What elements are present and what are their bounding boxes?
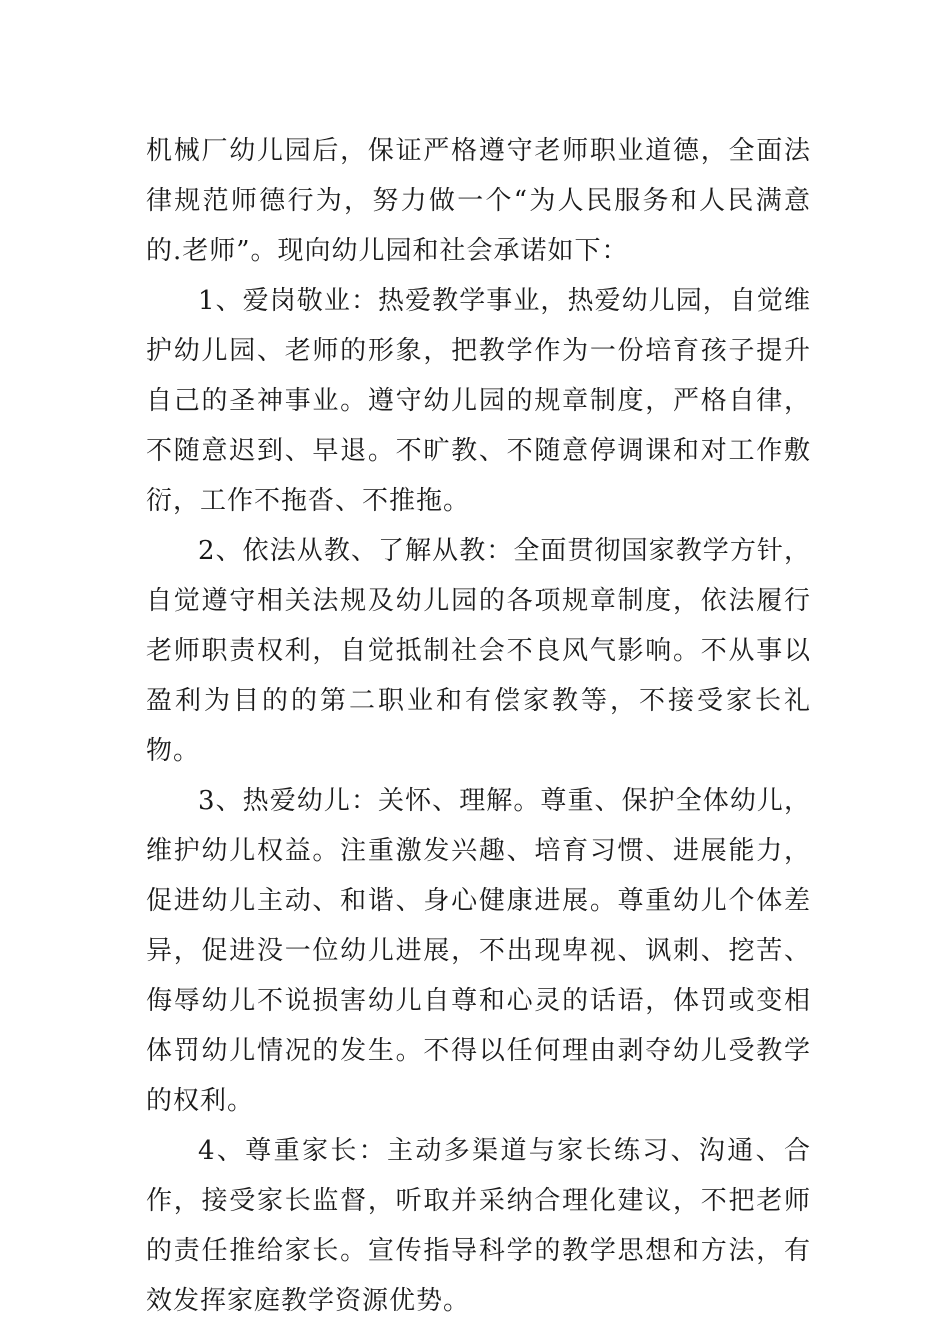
paragraph-item-4: 4、尊重家长：主动多渠道与家长练习、沟通、合作，接受家长监督，听取并采纳合理化建议，不把老师的责任推给家长。宣传指导科学的教学思想和方法，有效发挥家庭教学资源优势。 (146, 1136, 811, 1316)
paragraph-item-3: 3、热爱幼儿：关怀、理解。尊重、保护全体幼儿，维护幼儿权益。注重激发兴趣、培育习惯、进展能力，促进幼儿主动、和谐、身心健康进展。尊重幼儿个体差异，促进没一位幼儿进展，不出现卑视、讽刺、挖苦、侮辱幼儿不说损害幼儿自尊和心灵的话语，体罚或变相体罚幼儿情况的发生。不得以任何理由剥夺幼儿受教学的权利。 (146, 786, 811, 1116)
paragraph-item-2: 2、依法从教、了解从教：全面贯彻国家教学方针，自觉遵守相关法规及幼儿园的各项规章制度，依法履行老师职责权利，自觉抵制社会不良风气影响。不从事以盈利为目的的第二职业和有偿家教等，不接受家长礼物。 (146, 536, 811, 766)
document-body (146, 126, 811, 1326)
paragraph-item-1: 1、爱岗敬业：热爱教学事业，热爱幼儿园，自觉维护幼儿园、老师的形象，把教学作为一份培育孩子提升自己的圣神事业。遵守幼儿园的规章制度，严格自律，不随意迟到、早退。不旷教、不随意停调课和对工作敷衍，工作不拖沓、不推拖。 (146, 286, 811, 516)
paragraph-intro: 机械厂幼儿园后，保证严格遵守老师职业道德，全面法律规范师德行为，努力做一个“为人民服务和人民满意的.老师”。现向幼儿园和社会承诺如下： (146, 136, 811, 266)
